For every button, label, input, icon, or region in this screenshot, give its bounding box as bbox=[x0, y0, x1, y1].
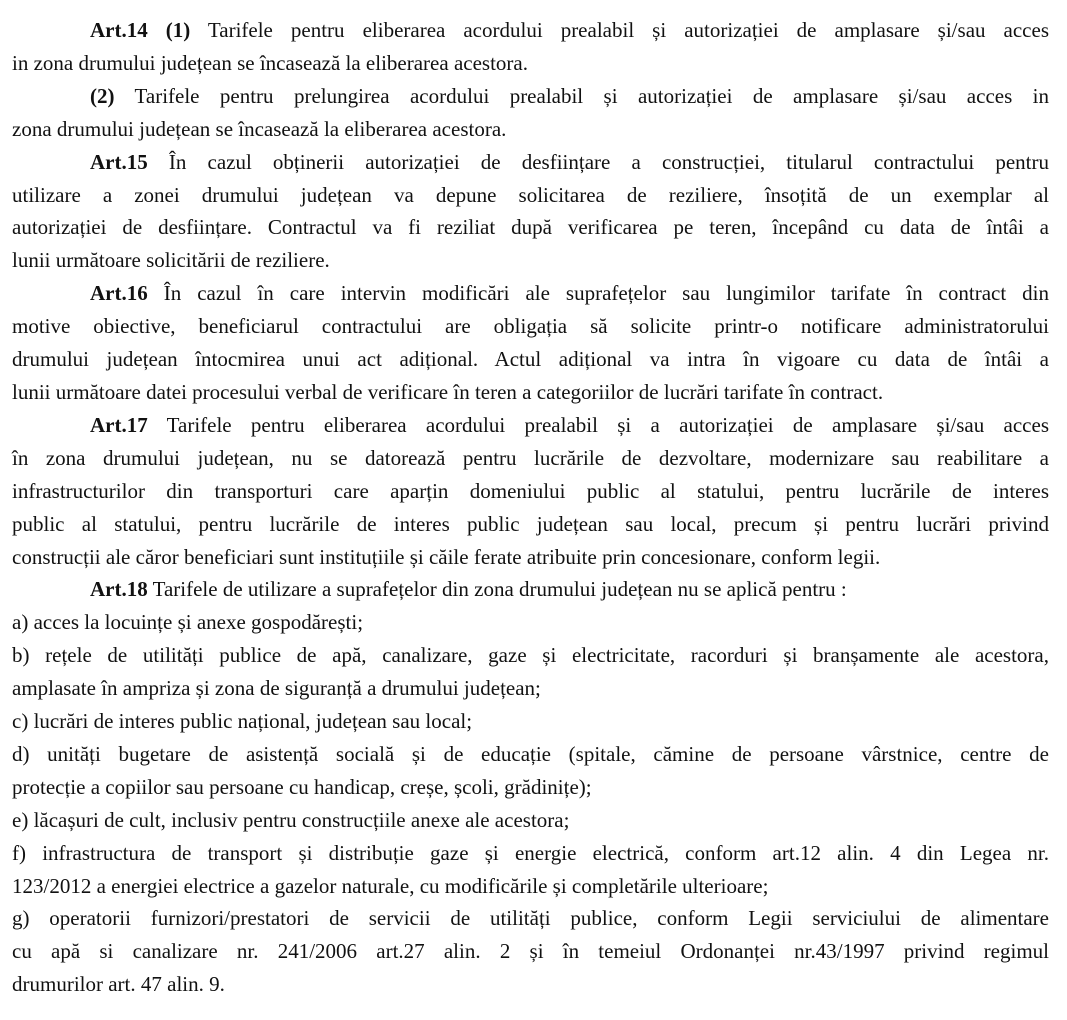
text-line: infrastructurilor din transporturi care aparțin domeniului public al statului, pentru lucrările de interes bbox=[12, 478, 1049, 503]
text-line: lunii următoare solicitării de reziliere. bbox=[12, 248, 330, 273]
line-text: Tarifele pentru eliberarea acordului prealabil și a autorizației de amplasare și/sau acces bbox=[147, 412, 1049, 437]
line-text: În cazul în care intervin modificări ale suprafețelor sau lungimilor tarifate în contract din bbox=[147, 281, 1049, 306]
article-heading: Art.17 bbox=[90, 412, 148, 437]
line-text: Tarifele pentru eliberarea acordului prealabil și autorizației de amplasare și/sau acces bbox=[190, 18, 1049, 42]
text-line: cu apă si canalizare nr. 241/2006 art.27 alin. 2 și în temeiul Ordonanței nr.43/1997 privind regimul bbox=[12, 939, 1049, 964]
text-line: drumurilor art. 47 alin. 9. bbox=[12, 972, 225, 997]
list-item: d) unități bugetare de asistență socială și de educație (spitale, cămine de persoane vârstnice, centre de bbox=[12, 741, 1049, 766]
list-item: c) lucrări de interes public național, județean sau local; bbox=[12, 709, 473, 734]
text-line: autorizației de desființare. Contractul va fi reziliat după verificarea pe teren, începând cu data de întâi a bbox=[12, 215, 1049, 240]
text-line bbox=[12, 409, 1049, 442]
text-line: construcții ale căror beneficiari sunt instituțiile și căile ferate atribuite prin concesionare, conform legii. bbox=[12, 544, 881, 569]
list-item: a) acces la locuințe și anexe gospodărești; bbox=[12, 610, 364, 635]
list-item: f) infrastructura de transport și distribuție gaze și energie electrică, conform art.12 alin. 4 din Legea nr. bbox=[12, 840, 1049, 865]
text-line bbox=[12, 146, 1049, 179]
article-heading: Art.15 bbox=[90, 149, 148, 174]
text-line: amplasate în ampriza și zona de siguranță a drumului județean; bbox=[12, 676, 541, 701]
text-line: în zona drumului județean, nu se datorează pentru lucrările de dezvoltare, modernizare sau reabilitare a bbox=[12, 445, 1049, 470]
text-line: utilizare a zonei drumului județean va depune solicitarea de reziliere, însoțită de un exemplar al bbox=[12, 182, 1049, 207]
article-heading: Art.14 (1) bbox=[90, 18, 191, 42]
article-heading: Art.18 bbox=[90, 577, 148, 602]
list-item: e) lăcașuri de cult, inclusiv pentru construcțiile anexe ale acestora; bbox=[12, 807, 570, 832]
text-line: 123/2012 a energiei electrice a gazelor naturale, cu modificările și completările ulterioare; bbox=[12, 873, 769, 898]
text-line: public al statului, pentru lucrările de interes public județean sau local, precum și pentru lucrări privind bbox=[12, 511, 1049, 536]
line-text: Tarifele de utilizare a suprafețelor din zona drumului județean nu se aplică pentru : bbox=[147, 577, 847, 602]
document-page bbox=[12, 14, 1049, 1001]
text-line: lunii următoare datei procesului verbal de verificare în teren a categoriilor de lucrări tarifate în contract. bbox=[12, 379, 884, 404]
line-text: Tarifele pentru prelungirea acordului prealabil și autorizației de amplasare și/sau acces in bbox=[114, 83, 1049, 108]
text-line bbox=[12, 14, 1049, 47]
text-line: motive obiective, beneficiarul contractului are obligația să solicite printr-o notificare administratorului bbox=[12, 314, 1049, 339]
text-line: protecție a copiilor sau persoane cu handicap, creșe, școli, grădinițe); bbox=[12, 774, 592, 799]
line-text: În cazul obținerii autorizației de desființare a construcției, titularul contractului pentru bbox=[147, 149, 1049, 174]
article-heading: Art.16 bbox=[90, 281, 148, 306]
list-item: b) rețele de utilități publice de apă, canalizare, gaze și electricitate, racorduri și branșamente ale acestora, bbox=[12, 643, 1049, 668]
text-line bbox=[12, 277, 1049, 310]
text-line bbox=[12, 80, 1049, 113]
paragraph-number: (2) bbox=[90, 83, 115, 108]
text-line: drumului județean întocmirea unui act adițional. Actul adițional va intra în vigoare cu data de întâi a bbox=[12, 347, 1049, 372]
list-item: g) operatorii furnizori/prestatori de servicii de utilități publice, conform Legii serviciului de alimentare bbox=[12, 906, 1049, 931]
text-line: in zona drumului județean se încasează la eliberarea acestora. bbox=[12, 50, 528, 75]
text-line bbox=[12, 573, 1049, 606]
text-line: zona drumului județean se încasează la eliberarea acestora. bbox=[12, 116, 507, 141]
